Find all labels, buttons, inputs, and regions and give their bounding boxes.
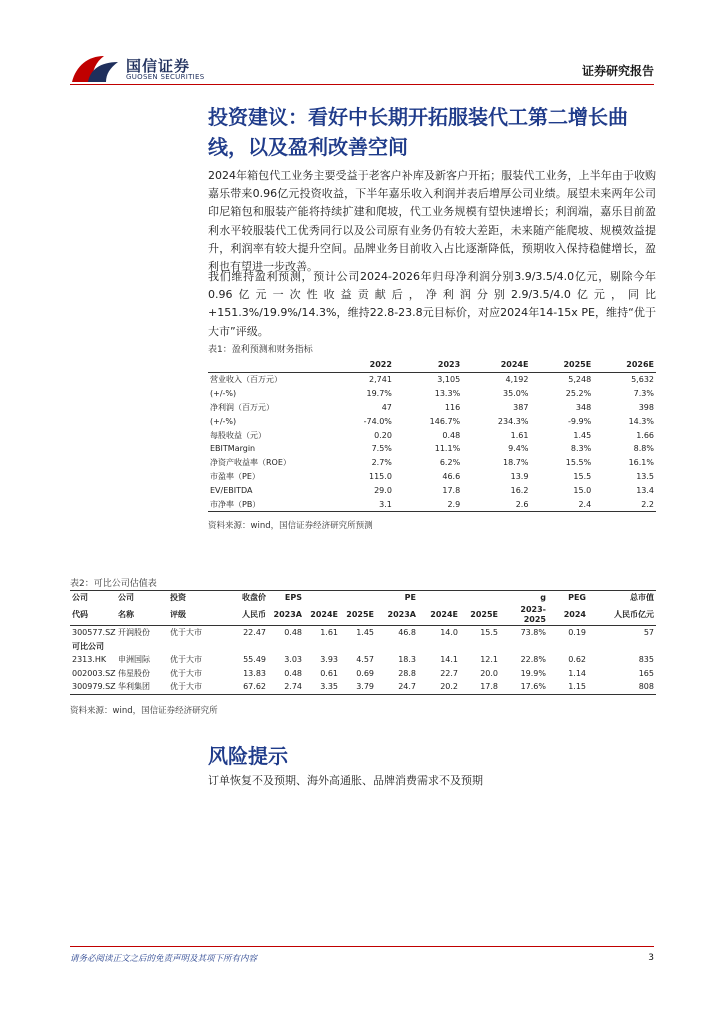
table-header-cell: 2026E [593,356,656,373]
table-cell: 3,105 [437,375,461,385]
table-header-cell [340,591,376,606]
table-cell: 3.03 [284,655,302,665]
report-type-label: 证券研究报告 [581,64,654,78]
table-cell: 8.3% [570,444,592,454]
table-cell: 7.5% [371,444,392,454]
table-cell: 8.8% [633,444,654,454]
table-header-cell [208,356,330,373]
row-label: EV/EBITDA [210,485,253,495]
table-cell: 5,248 [568,375,592,385]
table-header-cell: g [500,591,548,606]
table-row [208,497,656,511]
table-header-cell: 评级 [168,605,220,626]
table-cell: 1.15 [548,680,588,694]
table-header-row [70,591,656,606]
table-header-cell: 2025E [340,605,376,626]
table-header-cell [460,591,500,606]
row-label: EBITMargin [210,444,256,454]
table-cell: 29.0 [374,485,392,495]
table-cell: 0.48 [442,430,461,440]
table-cell: 165 [638,668,654,678]
table-cell: 0.20 [374,430,392,440]
table-cell: 002003.SZ [72,668,116,678]
table-cell: 3.79 [340,680,376,694]
table-cell: 234.3% [497,416,529,426]
table-header-cell: 人民币 [220,605,268,626]
table-cell: 15.5 [573,471,592,481]
paragraph-forecast: 我们维持盈利预测，预计公司2024-2026年归母净利润分别3.9/3.5/4.0亿元，剔除今年0.96亿元一次性收益贡献后，净利润分别2.9/3.5/4.0亿元，同比+151.3%/19.9%/14.3%，维持22.8-23.8元目标价，对应2024年14-15x PE，维持“优于大市”评级。 [208,270,656,338]
table-row [208,442,656,456]
table-cell: 46.8 [398,628,416,638]
table-cell: 2.2 [593,497,656,511]
table-cell: 16.2 [510,485,529,495]
table-cell: 9.4% [508,444,529,454]
row-label: 市盈率（PE） [210,471,260,481]
table-cell: 55.49 [243,655,266,665]
footer-divider [70,946,654,947]
table-cell: 1.45 [573,430,592,440]
table-row [70,680,656,694]
table-cell: 25.2% [565,389,592,399]
table-row [208,373,656,387]
company-logo [70,52,230,86]
table-cell: 22.7 [440,668,458,678]
table-cell: 2,741 [369,375,392,385]
table2-source: 资料来源：wind，国信证券经济研究所 [70,706,218,716]
risk-section-title: 风险提示 [208,744,288,768]
table-row [208,428,656,442]
table-cell: 19.7% [366,389,392,399]
table-cell: 348 [575,402,592,412]
paragraph-outlook: 2024年箱包代工业务主要受益于老客户补库及新客户开拓；服装代工业务，上半年由于收购嘉乐带来0.96亿元投资收益，下半年嘉乐收入利润并表后增厚公司业绩。展望未来两年公司印尼箱包和服装产能将持续扩建和爬坡，代工业务规模有望快速增长；利润端，嘉乐目前盈利水平较服装代工优秀同行以及公司原有业务仍有较大差距，未来随产能爬坡、规模效益提升，利润率有较大提升空间。品牌业务目前收入占比逐渐降低，预期收入保持稳健增长，盈利也有望进一步改善。 [208,169,656,274]
row-label: (+/-%) [210,416,237,426]
table-header-cell: 公司 [70,591,116,606]
table-cell: 35.0% [503,389,529,399]
table-header-row [208,356,656,373]
table-cell: 3.1 [330,497,394,511]
table-header-cell: 2024E [462,356,530,373]
table-cell: 67.62 [220,680,268,694]
table-cell: 28.8 [398,668,416,678]
row-label: 营业收入（百万元） [210,375,282,385]
disclaimer-link[interactable]: 请务必阅读正文之后的免责声明及其项下所有内容 [70,954,258,964]
table-header-cell: PEG [548,591,588,606]
table-cell: 0.48 [284,668,302,678]
table-cell: 835 [638,655,654,665]
table-cell: 15.0 [573,485,592,495]
table-row [208,387,656,401]
table-cell: 1.14 [568,668,586,678]
table-cell: 0.61 [320,668,338,678]
table-header-cell: 2025E [460,605,500,626]
table2-caption: 表2：可比公司估值表 [70,579,157,589]
table-cell: 2.6 [462,497,530,511]
table-row [70,653,656,667]
table-cell: 12.1 [480,655,498,665]
table-cell: 387 [513,402,529,412]
table-cell: 116 [444,402,461,412]
table-cell: 17.8 [460,680,500,694]
table-cell: 5,632 [631,375,654,385]
risk-section-text: 订单恢复不及预期、海外高通胀、品牌消费需求不及预期 [208,774,483,787]
table-header-cell: 2024 [548,605,588,626]
table-cell: 优于大市 [170,655,202,665]
table-header-cell: PE [376,591,418,606]
table-cell: -74.0% [363,416,392,426]
logo-english-name: GUOSEN SECURITIES [126,73,205,81]
table-cell: 3.93 [320,655,338,665]
section-title: 投资建议：看好中长期开拓服装代工第二增长曲线，以及盈利改善空间 [208,105,628,159]
table-cell: 22.8% [520,655,546,665]
table-cell: 2313.HK [72,655,107,665]
table-cell: 19.9% [520,668,546,678]
table-cell: 1.61 [320,628,338,638]
row-label: 净资产收益率（ROE） [210,458,291,468]
table-cell: 优于大市 [170,668,202,678]
table1-caption: 表1：盈利预测和财务指标 [208,345,313,355]
table-cell: 18.3 [398,655,416,665]
group-label: 可比公司 [72,641,104,651]
table-row [208,414,656,428]
table-header-cell: 2024E [304,605,340,626]
table-cell: 17.6% [500,680,548,694]
table-group-row [70,640,656,654]
table-cell: 6.2% [439,458,461,468]
table-cell: 3.35 [304,680,340,694]
table-header-cell: EPS [268,591,304,606]
table-cell: -9.9% [567,416,592,426]
table-header-cell: 2023A [268,605,304,626]
table-cell: 2.74 [268,680,304,694]
table-cell: 115.0 [369,471,392,481]
table-header-cell [418,591,460,606]
guosen-logo-icon [70,52,122,84]
table-header-cell [304,591,340,606]
table-cell: 开润股份 [118,628,150,638]
table-header-cell: 2023 [394,356,462,373]
table-cell: 优于大市 [170,628,202,638]
table-cell: 46.6 [442,471,461,481]
table-header-cell: 2025E [530,356,593,373]
table-cell: 808 [588,680,656,694]
table-row [208,401,656,415]
table-row [70,667,656,681]
table-cell: 24.7 [376,680,418,694]
table-cell: 14.1 [440,655,458,665]
table-cell: 0.19 [568,628,586,638]
table-cell: 14.0 [440,628,458,638]
table-header-cell: 人民币亿元 [588,605,656,626]
table-header-row [70,605,656,626]
table-cell: 优于大市 [168,680,220,694]
table-cell: 15.5% [565,458,592,468]
table-cell: 20.0 [480,668,498,678]
table-cell: 0.48 [284,628,302,638]
table-header-cell: 2023A [376,605,418,626]
table-cell: 146.7% [429,416,461,426]
table-header-cell: 代码 [70,605,116,626]
header-divider [70,84,654,85]
table-cell: 16.1% [628,458,654,468]
table-cell: 18.7% [503,458,529,468]
table-cell: 2.4 [530,497,593,511]
table-cell: 1.45 [356,628,374,638]
financial-forecast-table [208,356,656,512]
table-cell: 13.9 [510,471,529,481]
table-header-cell: 2024E [418,605,460,626]
table-cell: 73.8% [520,628,546,638]
table-header-cell: 公司 [116,591,168,606]
table-cell: 华利集团 [116,680,168,694]
table-header-cell: 投资 [168,591,220,606]
table-cell: 1.66 [636,430,654,440]
page-number: 3 [648,953,654,963]
table-cell: 13.3% [434,389,461,399]
comparable-companies-table [70,590,656,695]
table-cell: 11.1% [434,444,461,454]
row-label: (+/-%) [210,389,237,399]
table-cell: 14.3% [628,416,654,426]
table-cell: 17.8 [442,485,461,495]
row-label: 每股收益（元） [210,430,266,440]
table-cell: 47 [381,402,392,412]
table1-source: 资料来源：wind，国信证券经济研究所预测 [208,521,373,531]
table-cell: 伟星股份 [118,668,150,678]
table-cell: 2.9 [394,497,462,511]
table-row [208,456,656,470]
table-cell: 22.47 [243,628,266,638]
logo-chinese-name: 国信证券 [126,57,191,75]
table-header-cell: 2022 [330,356,394,373]
table-header-cell: 收盘价 [220,591,268,606]
table-header-cell: 2023-2025 [500,605,548,626]
table-cell: 0.69 [356,668,374,678]
table-cell: 2.7% [371,458,392,468]
table-cell: 4.57 [356,655,374,665]
row-label: 市净率（PB） [208,497,330,511]
table-row [208,483,656,497]
table-cell: 申洲国际 [118,655,150,665]
table-header-cell: 名称 [116,605,168,626]
table-cell: 300979.SZ [70,680,116,694]
table-cell: 13.83 [243,668,266,678]
table-cell: 0.62 [568,655,586,665]
table-row [208,470,656,484]
table-row [70,626,656,640]
table-cell: 13.4 [636,485,654,495]
table-cell: 1.61 [510,430,529,440]
table-cell: 398 [638,402,654,412]
table-cell: 20.2 [418,680,460,694]
table-cell: 7.3% [633,389,654,399]
table-cell: 15.5 [480,628,498,638]
table-header-cell: 总市值 [588,591,656,606]
table-cell: 4,192 [505,375,529,385]
table-cell: 57 [643,628,654,638]
table-cell: 300577.SZ [72,628,116,638]
table-cell: 13.5 [636,471,654,481]
row-label: 净利润（百万元） [210,402,274,412]
